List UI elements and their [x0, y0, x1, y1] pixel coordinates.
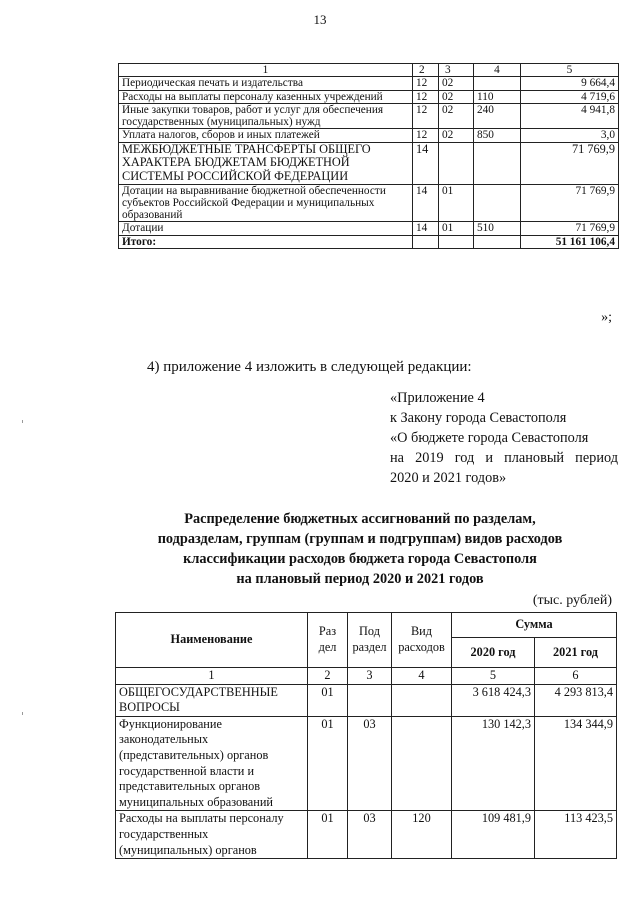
total-row [119, 235, 619, 248]
appendix-line: «Приложение 4 [390, 390, 485, 406]
table-row [119, 184, 619, 222]
empty-cell [474, 235, 521, 248]
row-razdel: 12 [413, 103, 439, 129]
row-vid [392, 716, 452, 811]
table-row [119, 103, 619, 129]
index-cell: 3 [348, 668, 392, 685]
row-podrazdel: 02 [439, 129, 474, 142]
row-podrazdel: 02 [439, 103, 474, 129]
row-sum: 4 941,8 [521, 103, 619, 129]
row-name: Расходы на выплаты персоналу государственных (муниципальных) органов [116, 811, 308, 859]
index-cell: 6 [535, 668, 617, 685]
heading-line: на плановый период 2020 и 2021 годов [236, 571, 484, 587]
row-vid [474, 142, 521, 184]
row-razdel: 01 [308, 716, 348, 811]
row-sum: 71 769,9 [521, 184, 619, 222]
header-name: Наименование [116, 613, 308, 668]
appendix-line: к Закону города Севастополя [390, 410, 567, 426]
heading-line: Распределение бюджетных ассигнований по разделам, [184, 511, 536, 527]
row-sum: 71 769,9 [521, 142, 619, 184]
row-vid: 240 [474, 103, 521, 129]
table-row [119, 77, 619, 90]
row-name: МЕЖБЮДЖЕТНЫЕ ТРАНСФЕРТЫ ОБЩЕГО ХАРАКТЕРА БЮДЖЕТАМ БЮДЖЕТНОЙ СИСТЕМЫ РОССИЙСКОЙ ФЕДЕРАЦИИ [119, 142, 413, 184]
document-heading [150, 509, 570, 589]
row-podrazdel [348, 684, 392, 716]
heading-line: классификации расходов бюджета города Севастополя [183, 551, 537, 567]
table-row [119, 90, 619, 103]
row-sum-2020: 3 618 424,3 [452, 684, 535, 716]
row-podrazdel: 01 [439, 222, 474, 235]
header-sum: Сумма [452, 613, 617, 638]
row-sum: 71 769,9 [521, 222, 619, 235]
row-podrazdel [439, 142, 474, 184]
budget-allocation-table [115, 612, 617, 859]
index-cell: 5 [452, 668, 535, 685]
row-razdel: 12 [413, 129, 439, 142]
appendix-line: «О бюджете города Севастополя [390, 430, 589, 446]
row-podrazdel: 02 [439, 90, 474, 103]
row-vid [392, 684, 452, 716]
unit-label: (тыс. рублей) [532, 593, 612, 608]
row-razdel: 12 [413, 77, 439, 90]
header-cell: 4 [474, 64, 521, 77]
heading-line: подразделам, группам (группам и подгруппам) видов расходов [157, 531, 563, 547]
index-cell: 4 [392, 668, 452, 685]
appendix-caption [390, 388, 618, 488]
appendix-line: 2020 и 2021 годов» [390, 470, 507, 486]
row-name: ОБЩЕГОСУДАРСТВЕННЫЕ ВОПРОСЫ [116, 684, 308, 716]
budget-table-continuation [118, 63, 619, 249]
row-razdel: 14 [413, 222, 439, 235]
header-razdel: Раз дел [308, 613, 348, 668]
row-sum-2020: 130 142,3 [452, 716, 535, 811]
total-label: Итого: [119, 235, 413, 248]
row-vid [474, 77, 521, 90]
row-vid: 110 [474, 90, 521, 103]
row-podrazdel: 03 [348, 811, 392, 859]
page-number: 13 [313, 12, 327, 27]
row-sum-2021: 4 293 813,4 [535, 684, 617, 716]
margin-mark [22, 712, 23, 715]
closing-quote: »; [601, 310, 612, 325]
row-podrazdel: 03 [348, 716, 392, 811]
empty-cell [413, 235, 439, 248]
table-row [116, 684, 617, 716]
table-row [119, 222, 619, 235]
appendix-line: на 2019 год и плановый период [390, 450, 618, 466]
row-vid: 120 [392, 811, 452, 859]
index-cell: 2 [308, 668, 348, 685]
header-podrazdel: Под раздел [348, 613, 392, 668]
row-podrazdel: 02 [439, 77, 474, 90]
row-vid [474, 184, 521, 222]
table-header-row [116, 613, 617, 638]
header-cell: 1 [119, 64, 413, 77]
amendment-item-4: 4) приложение 4 изложить в следующей редакции: [147, 359, 472, 375]
table-row [116, 716, 617, 811]
row-sum-2021: 113 423,5 [535, 811, 617, 859]
row-razdel: 12 [413, 90, 439, 103]
table-row [119, 142, 619, 184]
row-name: Дотации [119, 222, 413, 235]
row-razdel: 01 [308, 684, 348, 716]
table-row [119, 129, 619, 142]
margin-mark [22, 420, 23, 423]
row-vid: 510 [474, 222, 521, 235]
header-cell: 5 [521, 64, 619, 77]
empty-cell [439, 235, 474, 248]
header-vid: Вид расходов [392, 613, 452, 668]
row-sum-2020: 109 481,9 [452, 811, 535, 859]
table-header-row [119, 64, 619, 77]
row-name: Расходы на выплаты персоналу казенных учреждений [119, 90, 413, 103]
row-sum: 9 664,4 [521, 77, 619, 90]
row-name: Функционирование законодательных (представительных) органов государственной власти и представительных органов муниципальных образований [116, 716, 308, 811]
row-name: Дотации на выравнивание бюджетной обеспеченности субъектов Российской Федерации и муниципальных образований [119, 184, 413, 222]
header-cell: 2 [413, 64, 439, 77]
row-sum-2021: 134 344,9 [535, 716, 617, 811]
header-year-2020: 2020 год [452, 638, 535, 668]
row-sum: 3,0 [521, 129, 619, 142]
row-vid: 850 [474, 129, 521, 142]
row-razdel: 14 [413, 184, 439, 222]
row-name: Иные закупки товаров, работ и услуг для обеспечения государственных (муниципальных) нужд [119, 103, 413, 129]
row-razdel: 14 [413, 142, 439, 184]
row-sum: 4 719,6 [521, 90, 619, 103]
row-name: Периодическая печать и издательства [119, 77, 413, 90]
header-year-2021: 2021 год [535, 638, 617, 668]
table-row [116, 811, 617, 859]
total-value: 51 161 106,4 [521, 235, 619, 248]
row-podrazdel: 01 [439, 184, 474, 222]
row-name: Уплата налогов, сборов и иных платежей [119, 129, 413, 142]
index-row [116, 668, 617, 685]
header-cell: 3 [439, 64, 474, 77]
row-razdel: 01 [308, 811, 348, 859]
index-cell: 1 [116, 668, 308, 685]
